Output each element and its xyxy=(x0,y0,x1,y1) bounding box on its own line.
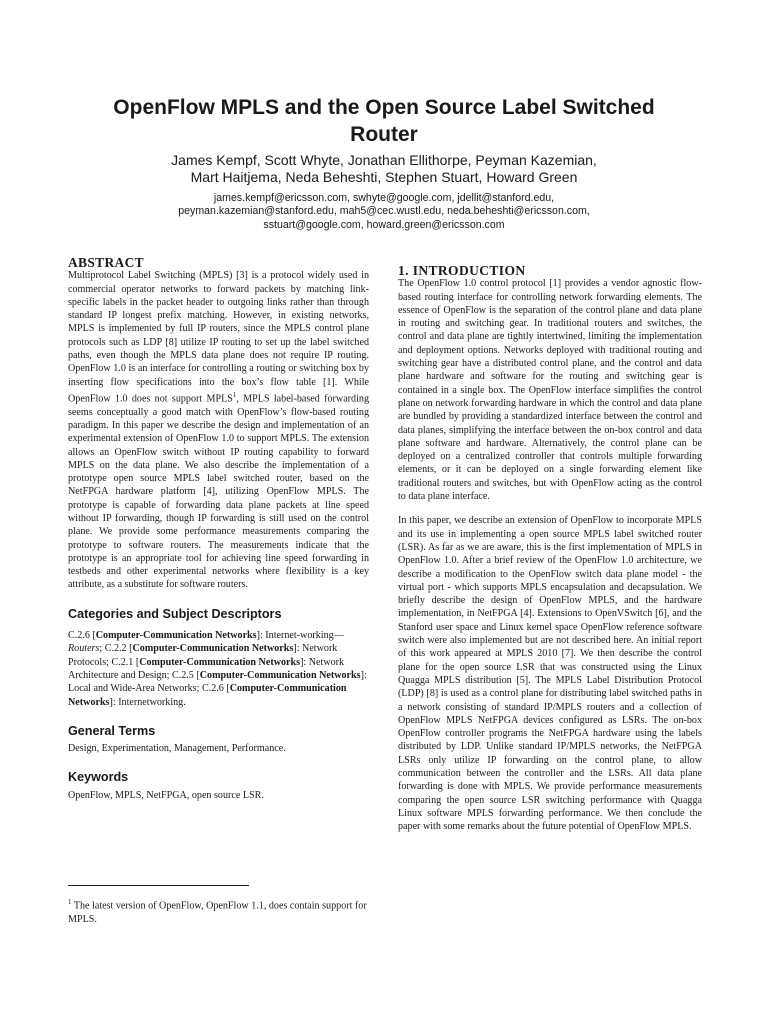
cat-name: Computer-Communication Networks xyxy=(132,643,294,655)
emails-line-2: peyman.kazemian@stanford.edu, mah5@cec.wustl.edu, neda.beheshti@ericsson.com, xyxy=(178,205,590,218)
title-line-2: Router xyxy=(350,123,418,146)
introduction-paragraph-2: In this paper, we describe an extension of OpenFlow to incorporate MPLS and its use in implementing a open source MPLS label switched router (LSR). As far as we are aware, this is the first implementation of MPLS in OpenFlow 1.0. After a brief review of the OpenFlow 1.0 architecture, we describe a modification to the OpenFlow switch data plane model - the virtual port - which supports MPLS encapsulation and decapsulation. We briefly describe the design of OpenFlow MPLS, and the hardware implementation, in NetFPGA [4]. Extensions to OpenVSwitch [6], and the Stanford user space and Linux kernel space OpenFlow reference software switch were also implemented but are not described here. An initial report of this work appeared at MPLS 2010 [7]. We then describe the control plane for the open source LSR that was constructed using the Linux Quagga MPLS distribution [5]. The MPLS Label Distribution Protocol (LDP) [8] is used as a control plane for distributing label switched paths in a network consisting of standard IP/MPLS routers and a collection of OpenFlow MPLS NetFPGA devices configured as LSRs. The on-box OpenFlow controller programs the NetFPGA hardware using the labels distributed by LDP. Unlike standard IP/MPLS networks, the NetFPGA LSRs only utilize IP forwarding on the control plane, to allow communication between the controller and the LSRs. All data plane forwarding is done with MPLS. We provide performance measurements comparing the open source LSR switching performance with Quagga Linux software MPLS forwarding performance. We then conclude the paper with some remarks about the future potential of OpenFlow MPLS. xyxy=(398,515,702,833)
abstract-text-b: , MPLS label-based forwarding seems conceptually a good match with OpenFlow’s flow-based routing paradigm. In this paper we describe the design and implementation of an experimental extension of OpenFlow 1.0 to support MPLS. The extension allows an OpenFlow switch without IP routing capability to forward MPLS on the data plane. We also describe the implementation of a prototype open source MPLS label switched router, based on the NetFPGA hardware platform [4], utilizing OpenFlow MPLS. The prototype is capable of forwarding data plane packets at line speed without IP forwarding, though IP forwarding is still used on the control plane. We provide some performance measurements comparing the prototype to software routers. The measurements indicate that the prototype is an appropriate tool for achieving line speed forwarding in testbeds and other experimental networks where flexibility is a key attribute, as a substitute for software routers. xyxy=(68,393,369,591)
cat-name: Computer-Communication Networks xyxy=(199,669,361,681)
abstract-text-a: Multiprotocol Label Switching (MPLS) [3] is a protocol widely used in commercial operator networks to forward packets by matching link-specific labels in the packet header to outgoing links rather than through standard IP longest prefix matching. However, in existing networks, MPLS is implemented by full IP routers, since the MPLS control plane protocols such as LDP [8] utilize IP routing to set up the label switched paths, even though the MPLS data plane does not require IP routing. OpenFlow 1.0 is an interface for controlling a routing or switching box by inserting flow specifications into the box’s flow table [1]. While OpenFlow 1.0 does not support MPLS xyxy=(68,270,369,405)
categories-section xyxy=(68,608,369,709)
cat-name: Computer-Communication Networks xyxy=(95,630,257,642)
right-column xyxy=(398,264,702,833)
title-line-1: OpenFlow MPLS and the Open Source Label Switched xyxy=(113,96,655,119)
footnote-mark: 1 xyxy=(68,898,72,906)
general-terms-heading: General Terms xyxy=(68,723,156,738)
paper-title xyxy=(40,94,728,148)
emails-line-1: james.kempf@ericsson.com, swhyte@google.com, jdellit@stanford.edu, xyxy=(213,192,555,204)
general-terms-text: Design, Experimentation, Management, Performance. xyxy=(68,743,286,755)
introduction-heading: 1. INTRODUCTION xyxy=(398,263,526,278)
left-column xyxy=(68,256,369,802)
introduction-paragraph-1: The OpenFlow 1.0 control protocol [1] provides a vendor agnostic flow-based routing interface for controlling network forwarding elements. The essence of OpenFlow is the separation of the control plane and data plane in routing and switching gear. In traditional routers and switches, the control and data plane are tightly intertwined, limiting the implementation and deployment options. Networks deployed with traditional routing and switching gear have a distributed control plane, and the control and data plane hardware and software for the routing and switching gear is contained in a single box. The OpenFlow interface simplifies the control plane on network forwarding hardware in which the control and data plane are bundled by providing a standardized interface between the control and data planes, simplifying the interface between the on-box control and data plane software and hardware. Alternatively, the control plane can be deployed on a centralized controller that controls multiple forwarding elements, or it can be deployed on a single forwarding element like traditional routers and switches, but with OpenFlow acting as the control to data plane interface. xyxy=(398,278,702,503)
cat-text: ]: Internetworking. xyxy=(109,696,186,708)
footnote-reference: 1 xyxy=(232,390,237,399)
cat-name: Computer-Communication Networks xyxy=(68,683,347,708)
cat-text: ; C.2.2 [ xyxy=(99,643,133,655)
keywords-text: OpenFlow, MPLS, NetFPGA, open source LSR. xyxy=(68,789,264,801)
cat-italic: Routers xyxy=(68,643,100,655)
keywords-heading: Keywords xyxy=(68,770,129,785)
cat-text: C.2.6 [ xyxy=(68,630,96,642)
cat-text: ]: Internet-working— xyxy=(256,630,344,642)
keywords-section xyxy=(68,771,369,802)
footnote-divider xyxy=(68,885,249,886)
abstract-heading: ABSTRACT xyxy=(68,255,144,270)
categories-heading: Categories and Subject Descriptors xyxy=(68,606,282,621)
abstract-text xyxy=(68,269,369,591)
authors-line-1: James Kempf, Scott Whyte, Jonathan Ellithorpe, Peyman Kazemian, xyxy=(171,152,597,168)
footnote xyxy=(68,896,369,926)
categories-text xyxy=(68,629,369,709)
authors-line-2: Mart Haitjema, Neda Beheshti, Stephen Stuart, Howard Green xyxy=(190,169,578,185)
author-emails xyxy=(40,192,728,232)
cat-name: Computer-Communication Networks xyxy=(139,656,301,668)
cat-text: ]: Network Protocols; C.2.1 [ xyxy=(68,643,338,668)
cat-text: ]: Network Architecture and Design; C.2.5 [ xyxy=(68,656,345,681)
cat-text: ]: Local and Wide-Area Networks; C.2.6 [ xyxy=(68,669,367,695)
author-list xyxy=(40,152,728,186)
footnote-text: The latest version of OpenFlow, OpenFlow 1.1, does contain support for MPLS. xyxy=(68,900,367,925)
general-terms-section xyxy=(68,725,369,756)
emails-line-3: sstuart@google.com, howard.green@ericsson.com xyxy=(263,218,505,231)
